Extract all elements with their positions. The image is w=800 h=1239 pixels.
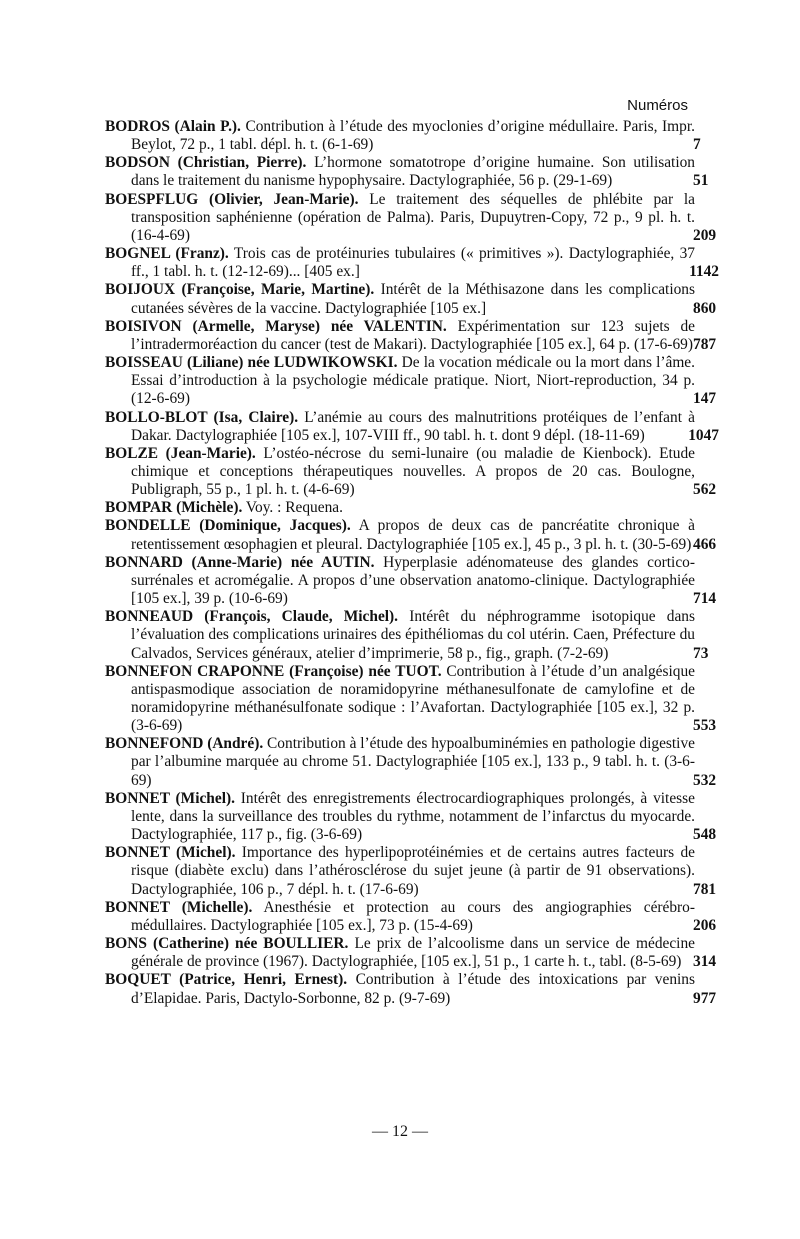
bibliography-entry: BONNET (Michel). Intérêt des enregistrements électrocardiographiques prolongés, à vitesse lente, dans la surveillance des troubles du rythme, notamment de l’infarctus du myocarde. Dactylographiée, 117 p., fig. (3-6-69) 548 [105, 789, 717, 844]
bibliography-entry [105, 499, 695, 517]
entry-text: Contribution à l’étude d’un analgésique antispasmodique association de noramidopyrine méthanesulfonate de camylofine et de noramidopyrine méthanésulfonate sodique : l’Avafortan. Dactylographiée [105 ex.], 32 p. (3-6-69) [131, 662, 695, 735]
entry-number: 1047 [688, 426, 719, 444]
entry-text: L’ostéo-nécrose du semi-lunaire (ou maladie de Kienbock). Etude chimique et conceptions thérapeutiques nouvelles. A propos de 20 cas. Boulogne, Publigraph, 55 p., 1 pl. h. t. (4-6-69) [131, 444, 695, 499]
bibliography-entry: BONS (Catherine) née BOULLIER. Le prix de l’alcoolisme dans un service de médecine générale de province (1967). Dactylographiée, [105 ex.], 51 p., 1 carte h. t., tabl. (8-5-69) 314 [105, 935, 717, 971]
entry-text: Voy. : Requena. [245, 499, 343, 517]
author-name: BOISSEAU (Liliane) née LUDWIKOWSKI. [105, 354, 398, 372]
entry-text: Expérimentation sur 123 sujets de l’intradermoréaction du cancer (test de Makari). Dactylographiée [105 ex.], 64 p. (17-6-69) [131, 317, 695, 353]
bibliography-entry: BONNET (Michel). Importance des hyperlipoprotéinémies et de certains autres facteurs de risque (diabète exclu) dans l’athérosclérose du sujet jeune (à partir de 91 observations). Dactylographiée, 106 p., 7 dépl. h. t. (17-6-69) 781 [105, 844, 717, 898]
entry-text: L’anémie au cours des malnutritions protéiques de l’enfant à Dakar. Dactylographiée [105 ex.], 107-VIII ff., 90 tabl. h. t. dont 9 dépl. (18-11-69) [131, 408, 695, 444]
author-name: BONNET (Michel). [105, 844, 236, 862]
entry-text: Le traitement des séquelles de phlébite par la transposition saphénienne (opération de Palma). Paris, Dupuytren-Copy, 72 p., 9 pl. h. t. (16-4-69) [131, 190, 695, 244]
bibliography-entry: BONNET (Michelle). Anesthésie et protection au cours des angiographies cérébro-médullaires. Dactylographiée [105 ex.], 73 p. (15-4-69) 206 [105, 898, 717, 934]
author-name: BONNARD (Anne-Marie) née AUTIN. [105, 553, 375, 571]
entry-number: 1142 [689, 263, 719, 281]
author-name: BOESPFLUG (Olivier, Jean-Marie). [105, 190, 359, 208]
entry-text: L’hormone somatotrope d’origine humaine. Son utilisation dans le traitement du nanisme hypophysaire. Dactylographiée, 56 p. (29-1-69) [131, 154, 695, 190]
bibliography-entry: BODROS (Alain P.). Contribution à l’étude des myoclonies d’origine médullaire. Paris, Impr. Beylot, 72 p., 1 tabl. dépl. h. t. (6-1-69) 7 [105, 118, 701, 154]
entries-list [105, 118, 719, 1008]
entry-text: Trois cas de protéinuries tubulaires (« primitives »). Dactylographiée, 37 ff., 1 tabl. h. t. (12-12-69)... [405 ex.] [131, 245, 695, 281]
page-number: — 12 — [372, 1123, 428, 1140]
entry-text: Contribution à l’étude des myoclonies d’origine médullaire. Paris, Impr. Beylot, 72 p., 1 tabl. dépl. h. t. (6-1-69) [131, 118, 695, 154]
bibliography-entry: BOIJOUX (Françoise, Marie, Martine). Intérêt de la Méthisazone dans les complications cutanées sévères de la vaccine. Dactylographiée [105 ex.] 860 [105, 281, 717, 317]
entry-text: Contribution à l’étude des intoxications par venins d’Elapidae. Paris, Dactylo-Sorbonne, 82 p. (9-7-69) [131, 971, 695, 1007]
author-name: BOISIVON (Armelle, Maryse) née VALENTIN. [105, 317, 447, 335]
author-name: BONS (Catherine) née BOULLIER. [105, 935, 349, 953]
author-name: BONDELLE (Dominique, Jacques). [105, 517, 351, 535]
bibliography-entry: BOISSEAU (Liliane) née LUDWIKOWSKI. De la vocation médicale ou la mort dans l’âme. Essai d’introduction à la psychologie médicale pratique. Niort, Niort-reproduction, 34 p. (12-6-69) 147 [105, 354, 717, 408]
author-name: BONNEFOND (André). [105, 735, 264, 753]
bibliography-entry: BOQUET (Patrice, Henri, Ernest). Contribution à l’étude des intoxications par venins d’Elapidae. Paris, Dactylo-Sorbonne, 82 p. (9-7-69) 977 [105, 971, 717, 1007]
bibliography-entry: BOESPFLUG (Olivier, Jean-Marie). Le traitement des séquelles de phlébite par la transposition saphénienne (opération de Palma). Paris, Dupuytren-Copy, 72 p., 9 pl. h. t. (16-4-69) 209 [105, 190, 717, 244]
entry-text: Anesthésie et protection au cours des angiographies cérébro-médullaires. Dactylographiée [105 ex.], 73 p. (15-4-69) [131, 898, 695, 934]
author-name: BOLLO-BLOT (Isa, Claire). [105, 408, 299, 426]
entry-text: Intérêt de la Méthisazone dans les complications cutanées sévères de la vaccine. Dactylographiée [105 ex.] [131, 281, 695, 317]
author-name: BONNET (Michel). [105, 789, 235, 807]
entry-text: A propos de deux cas de pancréatite chronique à retentissement œsophagien et pleural. Dactylographiée [105 ex.], 45 p., 3 pl. h. t. (30-5-69) [131, 517, 696, 553]
author-name: BONNEAUD (François, Claude, Michel). [105, 608, 399, 626]
column-header-numeros: Numéros [627, 97, 688, 114]
author-name: BODSON (Christian, Pierre). [105, 154, 307, 172]
bibliography-entry: BONDELLE (Dominique, Jacques). A propos de deux cas de pancréatite chronique à retentissement œsophagien et pleural. Dactylographiée [105 ex.], 45 p., 3 pl. h. t. (30-5-69) 466 [105, 517, 717, 553]
entry-text: Intérêt du néphrogramme isotopique dans l’évaluation des complications urinaires des épithéliomas du col utérin. Caen, Préfecture du Calvados, Services généraux, atelier d’imprimerie, 58 p., fig., graph. (7-2-69) [131, 608, 695, 662]
bibliography-entry: BONNEFOND (André). Contribution à l’étude des hypoalbuminémies en pathologie digestive par l’albumine marquée au chrome 51. Dactylographiée [105 ex.], 133 p., 9 tabl. h. t. (3-6-69) 532 [105, 735, 717, 789]
entry-text: Importance des hyperlipoprotéinémies et de certains autres facteurs de risque (diabète exclu) dans l’athérosclérose du sujet jeune (à partir de 91 observations). Dactylographiée, 106 p., 7 dépl. h. t. (17-6-69) [131, 844, 695, 898]
entry-text: Contribution à l’étude des hypoalbuminémies en pathologie digestive par l’albumine marquée au chrome 51. Dactylographiée [105 ex.], 133 p., 9 tabl. h. t. (3-6-69) [131, 735, 695, 789]
author-name: BOLZE (Jean-Marie). [105, 444, 256, 462]
author-name: BONNET (Michelle). [105, 898, 253, 916]
author-name: BOGNEL (Franz). [105, 245, 229, 263]
bibliography-entry: BOISIVON (Armelle, Maryse) née VALENTIN. Expérimentation sur 123 sujets de l’intradermoréaction du cancer (test de Makari). Dactylographiée [105 ex.], 64 p. (17-6-69) 787 [105, 317, 717, 353]
entry-text: Intérêt des enregistrements électrocardiographiques prolongés, à vitesse lente, dans la surveillance des troubles du rythme, notamment de l’infarctus du myocarde. Dactylographiée, 117 p., fig. (3-6-69) [131, 789, 695, 844]
bibliography-entry [105, 245, 719, 281]
author-name: BODROS (Alain P.). [105, 118, 241, 135]
bibliography-entry: BODSON (Christian, Pierre). L’hormone somatotrope d’origine humaine. Son utilisation dans le traitement du nanisme hypophysaire. Dactylographiée, 56 p. (29-1-69) 51 [105, 154, 709, 190]
entry-text: Hyperplasie adénomateuse des glandes cortico-surrénales et acromégalie. A propos d’une observation anatomo-clinique. Dactylographiée [105 ex.], 39 p. (10-6-69) [131, 553, 695, 608]
bibliography-entry: BOLZE (Jean-Marie). L’ostéo-nécrose du semi-lunaire (ou maladie de Kienbock). Etude chimique et conceptions thérapeutiques nouvelles. A propos de 20 cas. Boulogne, Publigraph, 55 p., 1 pl. h. t. (4-6-69) 562 [105, 444, 717, 499]
entry-text: De la vocation médicale ou la mort dans l’âme. Essai d’introduction à la psychologie médicale pratique. Niort, Niort-reproduction, 34 p. (12-6-69) [131, 354, 695, 408]
bibliography-entry: BONNEAUD (François, Claude, Michel). Intérêt du néphrogramme isotopique dans l’évaluation des complications urinaires des épithéliomas du col utérin. Caen, Préfecture du Calvados, Services généraux, atelier d’imprimerie, 58 p., fig., graph. (7-2-69) 73 [105, 608, 709, 662]
author-name: BONNEFON CRAPONNE (Françoise) née TUOT. [105, 662, 442, 680]
bibliography-entry: BONNEFON CRAPONNE (Françoise) née TUOT. Contribution à l’étude d’un analgésique antispasmodique association de noramidopyrine méthanesulfonate de camylofine et de noramidopyrine méthanésulfonate sodique : l’Avafortan. Dactylographiée [105 ex.], 32 p. (3-6-69) 553 [105, 662, 717, 735]
author-name: BOMPAR (Michèle). [105, 499, 243, 517]
bibliography-entry [105, 408, 719, 445]
author-name: BOIJOUX (Françoise, Marie, Martine). [105, 281, 375, 299]
bibliography-entry: BONNARD (Anne-Marie) née AUTIN. Hyperplasie adénomateuse des glandes cortico-surrénales et acromégalie. A propos d’une observation anatomo-clinique. Dactylographiée [105 ex.], 39 p. (10-6-69) 714 [105, 553, 717, 608]
author-name: BOQUET (Patrice, Henri, Ernest). [105, 971, 348, 989]
entry-text: Le prix de l’alcoolisme dans un service de médecine générale de province (1967). Dactylographiée, [105 ex.], 51 p., 1 carte h. t., tabl. (8-5-69) [131, 935, 695, 971]
